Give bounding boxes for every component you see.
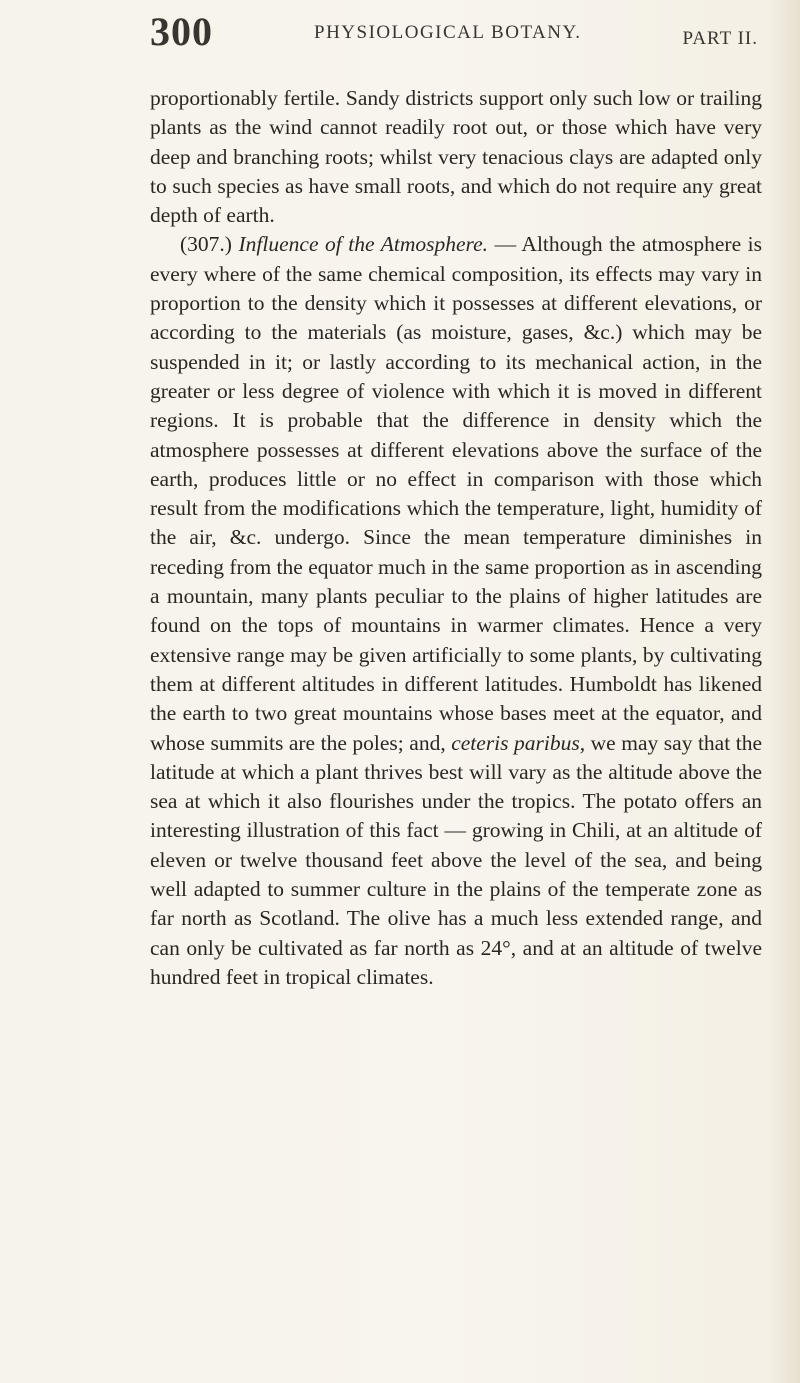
paragraph-2-text-a: — Although the atmosphere is every where of the same chemical composition, its effects may vary in proportion to the density which it possesses at different elevations, or according to the materials (as moisture, gases, &c.) which may be suspended in it; or lastly according to its mechanical action, in the greater or less degree of violence with which it is moved in different regions. It is probable that the difference in density which the atmosphere possesses at different elevations above the surface of the earth, produces little or no effect in comparison with those which result from the modifications which the temperature, light, humidity of the air, &c. undergo. Since the mean temperature diminishes in receding from the equator much in the same proportion as in ascending a mountain, many plants peculiar to the plains of higher latitudes are found on the tops of mountains in warmer climates. Hence a very extensive range may be given artificially to some plants, by cultivating them at different altitudes in different latitudes. Humboldt has likened the earth to two great mountains whose bases meet at the equator, and whose summits are the poles; and, xyxy=(150,232,762,755)
page-edge-shadow xyxy=(770,0,800,1383)
section-heading: Influence of the Atmosphere. xyxy=(238,232,489,257)
body-text xyxy=(150,84,762,992)
paragraph-307 xyxy=(150,230,762,992)
page-number: 300 xyxy=(150,9,213,54)
latin-phrase: ceteris paribus, xyxy=(451,730,586,755)
part-label: PART II. xyxy=(682,28,758,49)
section-number: (307.) xyxy=(180,232,232,257)
paragraph-continuation xyxy=(150,84,762,230)
paragraph-2-text-b: we may say that the latitude at which a plant thrives best will vary as the altitude above the sea at which it also flourishes under the tropics. The potato offers an interesting illustration of this fact — growing in Chili, at an altitude of eleven or twelve thousand feet above the level of the sea, and being well adapted to summer culture in the plains of the temperate zone as far north as Scotland. The olive has a much less extended range, and can only be cultivated as far north as 24°, and at an altitude of twelve hundred feet in tropical climates. xyxy=(150,730,762,989)
page-header xyxy=(150,8,758,78)
running-head: PHYSIOLOGICAL BOTANY. xyxy=(314,22,582,43)
paragraph-1-text: proportionably fertile. Sandy districts support only such low or trailing plants as the wind cannot readily root out, or those which have very deep and branching roots; whilst very tenacious clays are adapted only to such species as have small roots, and which do not require any great depth of earth. xyxy=(150,86,762,228)
